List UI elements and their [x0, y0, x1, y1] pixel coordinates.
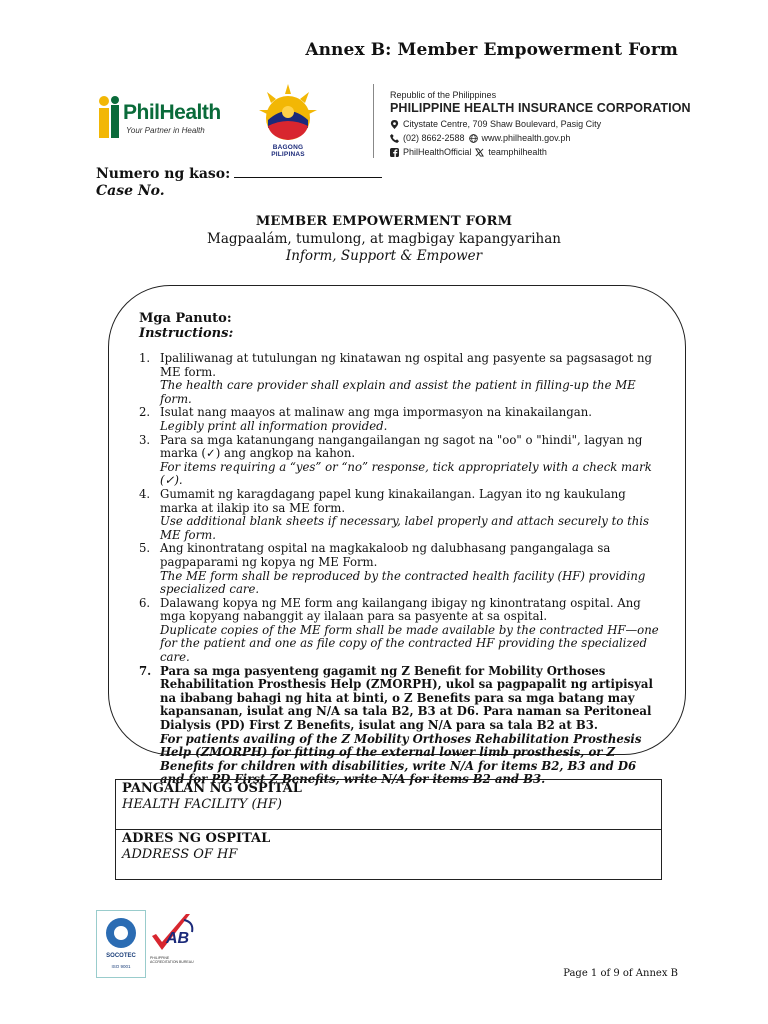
instruction-text-fil: Ang kinontratang ospital na magkakaloob ng dalubhasang pangangalaga sa pagpaparami ng kopya ng ME Form. — [160, 541, 611, 569]
form-title: MEMBER EMPOWERMENT FORM — [255, 214, 513, 229]
contact-row — [390, 133, 691, 143]
bagong-pilipinas-logo — [255, 82, 321, 158]
annex-title: Annex B: Member Empowerment Form — [305, 40, 678, 60]
address-row — [390, 119, 691, 129]
facility-table — [115, 779, 662, 880]
instruction-number: 6. — [139, 595, 151, 610]
phone-text: (02) 8662-2588 — [403, 133, 465, 143]
instructions-heading-fil: Mga Panuto: — [139, 311, 232, 326]
instructions-list — [139, 352, 659, 787]
instruction-item — [139, 665, 659, 787]
instruction-text-en: Use additional blank sheets if necessary, label properly and attach securely to this ME form. — [160, 514, 650, 542]
instruction-number: 2. — [139, 405, 151, 420]
republic-label: Republic of the Philippines — [390, 90, 497, 100]
location-pin-icon — [390, 120, 399, 129]
philhealth-mark-icon — [96, 95, 122, 145]
philhealth-wordmark: PhilHealth — [123, 101, 221, 124]
x-twitter-icon — [475, 148, 484, 157]
form-subtitle-en: Inform, Support & Empower — [285, 248, 483, 264]
instruction-text-fil: Gumamit ng karagdagang papel kung kinakailangan. Lagyan ito ng kaukulang marka at ilakip ito sa ME form. — [160, 486, 626, 515]
instruction-item — [139, 488, 659, 542]
instruction-item — [139, 542, 659, 596]
instruction-item — [139, 597, 659, 665]
socotec-certification-logo — [96, 910, 146, 978]
facility-address-label — [122, 831, 270, 863]
philhealth-tagline: Your Partner in Health — [126, 126, 205, 135]
instruction-text-en: The health care provider shall explain and assist the patient in filling-up the ME form. — [160, 378, 636, 406]
instruction-number: 4. — [139, 486, 151, 501]
facility-name-label — [122, 781, 302, 813]
instruction-number: 1. — [139, 351, 151, 365]
instruction-item — [139, 352, 659, 406]
form-title-block — [0, 214, 768, 264]
philhealth-logo — [96, 95, 228, 145]
instruction-text-en: Duplicate copies of the ME form shall be made available by the contracted HF—one for the patient and one as file copy of the contracted HF providing the specialized care. — [160, 622, 659, 665]
corporation-info — [390, 90, 691, 157]
instruction-text-fil: Para sa mga pasyenteng gagamit ng Z Benefit for Mobility Orthoses Rehabilitation Prosthesis Help (ZMORPH), ukol sa pagpapalit ng artipisyal na ibabang bahagi ng hita at binti, o Z Benefits para sa mga batang may kapansanan, isulat ang N/A sa tala B2, B3 at D6. Para naman sa Peritoneal Dialysis (PD) First Z Benefits, isulat ang N/A para sa tala B2 at B3. — [160, 663, 653, 733]
instruction-text-fil: Dalawang kopya ng ME form ang kailangang ibigay ng kinontratang ospital. Ang mga kopyang nabanggit ay ilalaan para sa pasyente at sa ospital. — [160, 595, 641, 624]
facility-address-label-en: ADDRESS OF HF — [122, 847, 238, 862]
facility-name-label-fil: PANGALAN NG OSPITAL — [122, 781, 302, 796]
socotec-ring-icon — [106, 918, 136, 948]
instruction-text-en: For patients availing of the Z Mobility Orthoses Rehabilitation Prosthesis Help (ZMORPH) for fitting of the external lower limb prosthesis, or Z Benefits for children with disabilities, write N/A for items B2, B3 and D6 and for PD First Z Benefits, write N/A for items B2 and B3. — [160, 731, 642, 787]
instructions-heading — [139, 311, 233, 341]
facebook-handle[interactable]: PhilHealthOfficial — [403, 147, 472, 157]
instruction-number: 5. — [139, 541, 151, 556]
instruction-text-en: For items requiring a “yes” or “no” response, tick appropriately with a check mark (✓). — [160, 459, 652, 488]
page-number: Page 1 of 9 of Annex B — [563, 968, 678, 979]
case-number-field — [96, 165, 382, 199]
instructions-heading-en: Instructions: — [139, 326, 234, 341]
facility-name-row[interactable] — [116, 780, 661, 830]
pab-accreditation-logo — [150, 912, 194, 976]
globe-icon — [469, 134, 478, 143]
instruction-text-en: The ME form shall be reproduced by the contracted health facility (HF) providing specialized care. — [160, 568, 646, 597]
form-subtitle-fil: Magpaalám, tumulong, at magbigay kapangyarihan — [207, 231, 561, 247]
facility-name-label-en: HEALTH FACILITY (HF) — [122, 797, 282, 812]
instruction-number: 3. — [139, 432, 151, 447]
instruction-item — [139, 434, 659, 488]
case-number-input-line[interactable] — [234, 165, 382, 178]
facebook-icon — [390, 148, 399, 157]
bagong-pilipinas-label: BAGONG PILIPINAS — [271, 144, 305, 158]
socotec-label: SOCOTEC — [106, 953, 136, 959]
instruction-text-fil: Para sa mga katanungang nangangailangan ng sagot na "oo" o "hindi", lagyan ng marka (✓) ang angkop na kahon. — [160, 432, 643, 461]
instructions-box — [108, 285, 686, 787]
phone-icon — [390, 134, 399, 143]
facility-address-label-fil: ADRES NG OSPITAL — [122, 831, 271, 846]
instruction-text-fil: Isulat nang maayos at malinaw ang mga impormasyon na kinakailangan. — [160, 405, 593, 420]
header-divider — [373, 84, 374, 158]
twitter-handle[interactable]: teamphilhealth — [488, 147, 547, 157]
instruction-item — [139, 406, 659, 433]
iso-label: ISO 9001 — [111, 964, 131, 969]
address-text: Citystate Centre, 709 Shaw Boulevard, Pasig City — [403, 119, 602, 129]
pab-label: AB — [166, 930, 190, 947]
pab-note: PHILIPPINE ACCREDITATION BUREAU — [150, 956, 194, 964]
case-number-label-en: Case No. — [96, 183, 165, 199]
website-link[interactable]: www.philhealth.gov.ph — [481, 133, 571, 143]
instruction-number: 7. — [139, 663, 152, 678]
instruction-text-en: Legibly print all information provided. — [160, 418, 388, 433]
case-number-label: Numero ng kaso: — [96, 166, 231, 182]
corporation-name: PHILIPPINE HEALTH INSURANCE CORPORATION — [390, 101, 691, 115]
social-row — [390, 147, 691, 157]
bagong-pilipinas-emblem-icon — [255, 82, 321, 144]
instruction-text-fil: Ipaliliwanag at tutulungan ng kinatawan ng ospital ang pasyente sa pagsasagot ng ME form. — [160, 351, 653, 379]
